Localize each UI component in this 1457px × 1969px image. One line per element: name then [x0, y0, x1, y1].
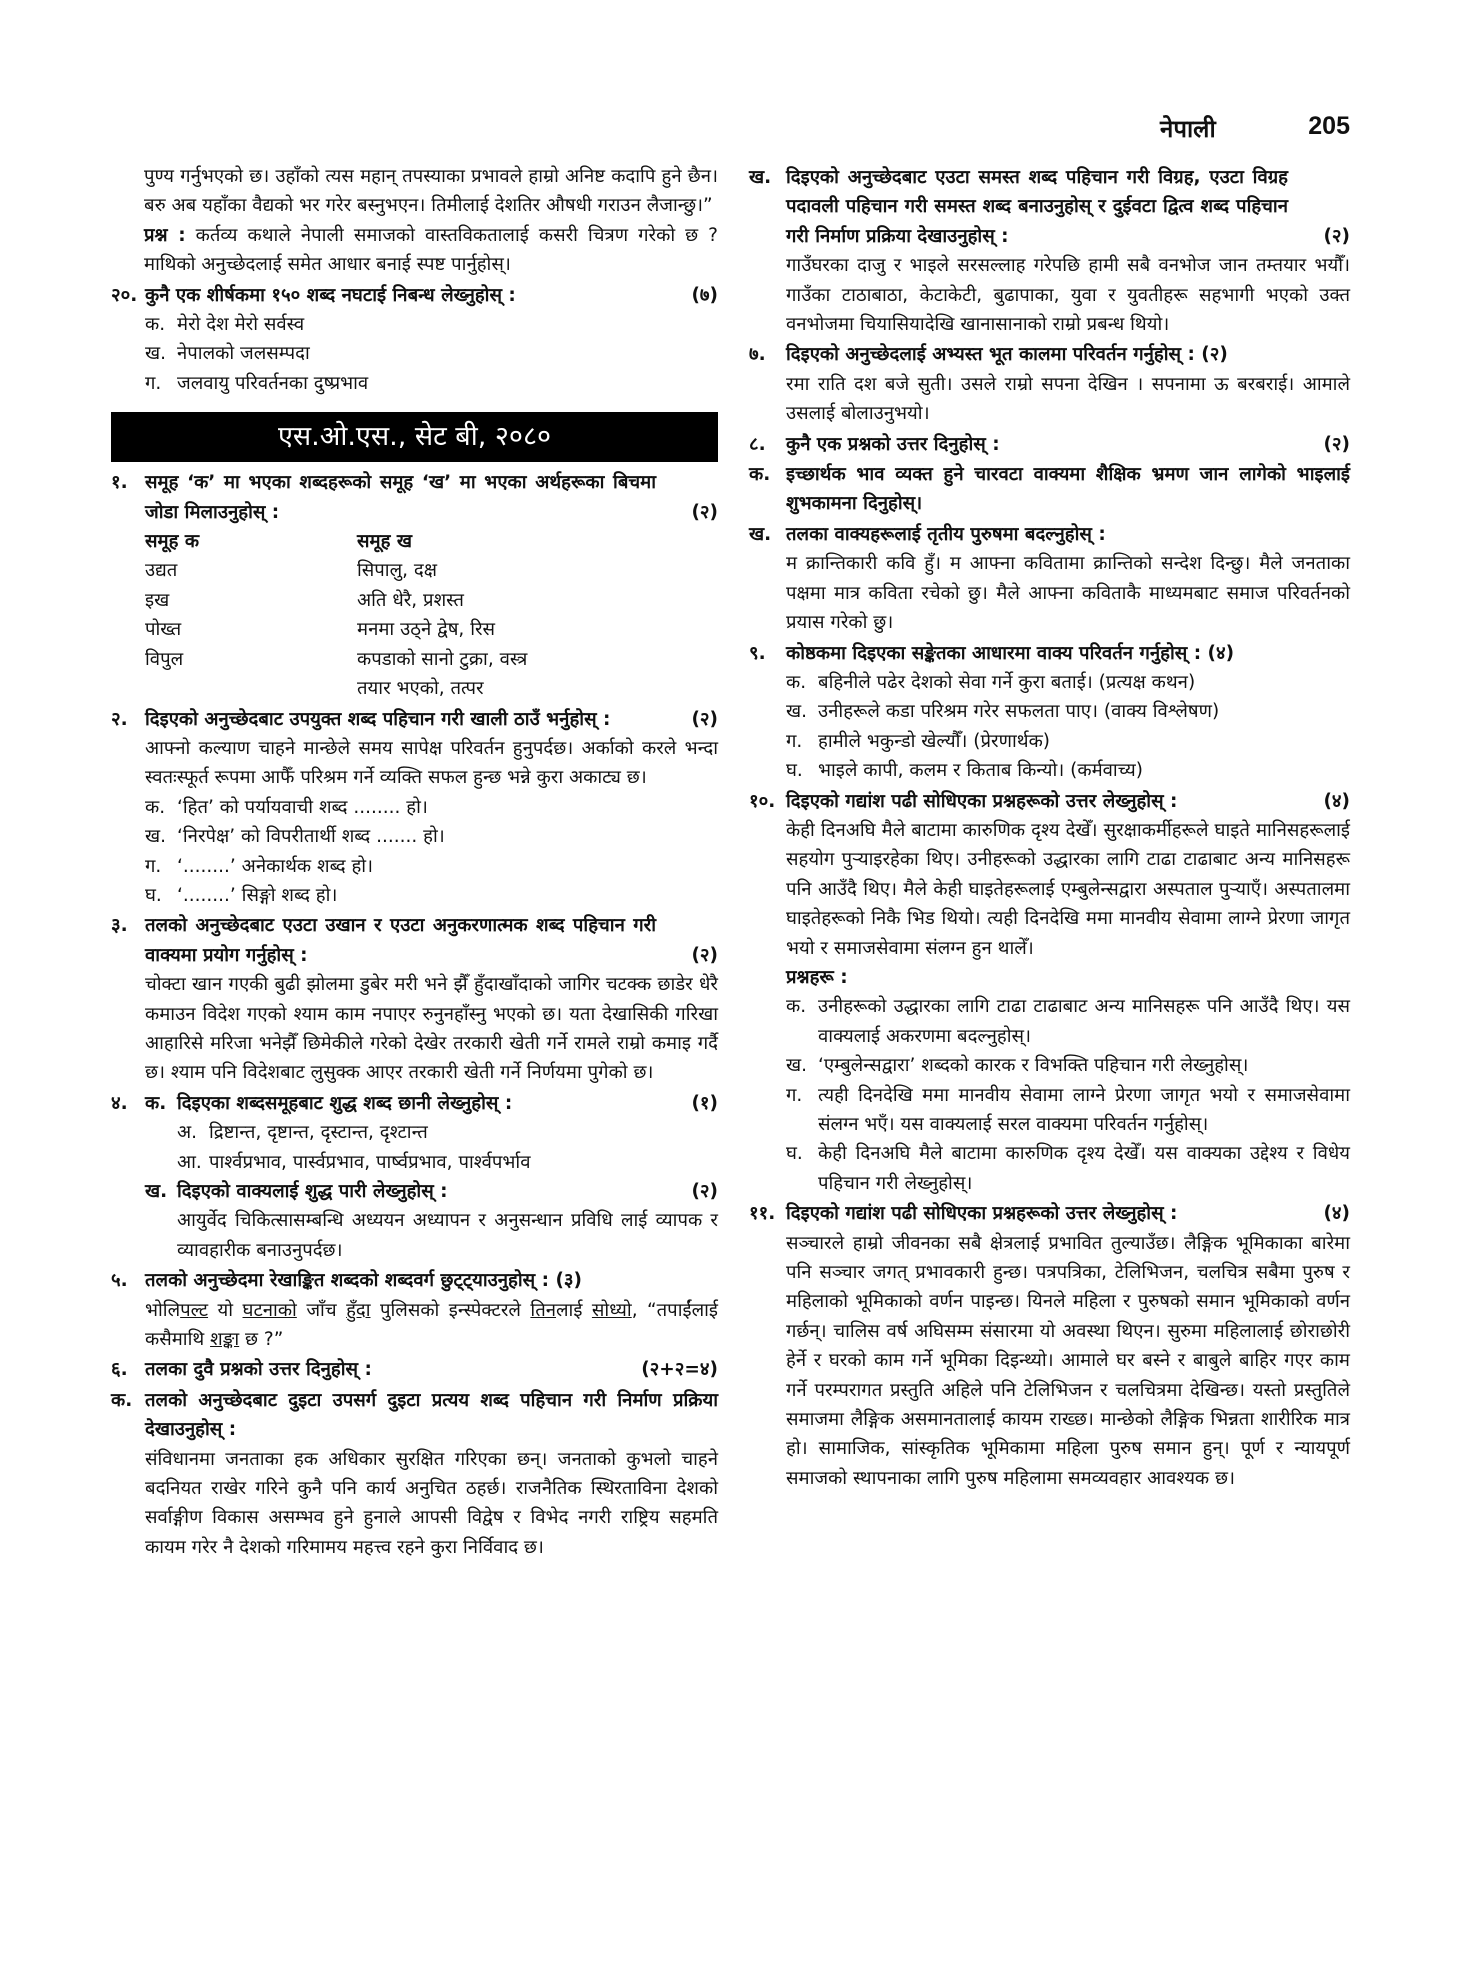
marks: (४) — [1323, 1203, 1350, 1225]
item-label: क. — [786, 996, 807, 1018]
option — [177, 1118, 718, 1147]
question-title: तलको अनुच्छेदमा रेखाङ्कित शब्दको शब्दवर्ग छुट्ट्याउनुहोस् : (३) — [145, 1270, 582, 1292]
question-20 — [111, 281, 718, 399]
item — [786, 1139, 1350, 1198]
table-row — [145, 645, 527, 674]
question-title — [145, 1355, 718, 1384]
underlined-word: पल्ट — [180, 1299, 209, 1321]
question-10 — [749, 787, 1350, 1199]
question-4 — [111, 1089, 718, 1265]
table-cell: मनमा उठ्ने द्वेष, रिस — [357, 619, 496, 641]
table-row — [145, 556, 527, 585]
question-title — [786, 1199, 1350, 1228]
item-text: ‘निरपेक्ष’ को विपरीतार्थी शब्द ....... हो। — [177, 826, 445, 848]
item-label: ख. — [145, 826, 167, 848]
question-title — [786, 787, 1350, 816]
table-cell: इख — [145, 589, 170, 611]
question-title-text: दिइएको अनुच्छेदबाट उपयुक्त शब्द पहिचान गरी खाली ठाउँ भर्नुहोस् : — [145, 708, 611, 730]
passage — [145, 1296, 718, 1355]
item-text: हामीले भकुन्डो खेल्यौँ। (प्रेरणार्थक) — [818, 730, 1051, 752]
marks: (२) — [691, 944, 718, 966]
passage: सञ्चारले हाम्रो जीवनका सबै क्षेत्रलाई प्रभावित तुल्याउँछ। लैङ्गिक भूमिकाका बारेमा पनि सञ्चार जगत् प्रभावकारी हुन्छ। पत्रपत्रिका, टेलिभिजन, चलचित्र सबैमा पुरुष र महिलाको भूमिकाको वर्णन पाइन्छ। यिनले महिला र पुरुषको समान भूमिकाको वर्णन गर्छन्। चालिस वर्ष अघिसम्म संसारमा यो अवस्था थिएन। सुरुमा महिलालाई छोराछोरी हेर्ने र घरको काम गर्ने भूमिका दिइन्थ्यो। आमाले घर बस्ने र बाबुले बाहिर गएर काम गर्ने परम्परागत प्रस्तुति अहिले पनि टेलिभिजन र चलचित्रमा देखिन्छ। यस्तो प्रस्तुतिले समाजमा लैङ्गिक असमानतालाई कायम राख्छ। मान्छेको लैङ्गिक भिन्नता शारीरिक मात्र हो। सामाजिक, सांस्कृतिक भूमिकामा महिला पुरुष समान हुन्। पूर्ण र न्यायपूर्ण समाजको स्थापनाका लागि पुरुष महिलामा समव्यवहार आवश्यक छ। — [786, 1232, 1350, 1489]
item-text: उनीहरूको उद्धारका लागि टाढा टाढाबाट अन्य मानिसहरू पनि आउँदै थिए। यस वाक्यलाई अकरणमा बदल्नुहोस्। — [818, 996, 1350, 1047]
question-8-b — [749, 520, 1350, 638]
underlined-word: सोध्यो — [591, 1299, 632, 1321]
question-8 — [749, 430, 1350, 459]
item — [786, 756, 1350, 785]
question-title: तलका वाक्यहरूलाई तृतीय पुरुषमा बदल्नुहोस् : — [786, 523, 1106, 545]
text-segment: जाँच — [296, 1299, 347, 1321]
intro-block — [111, 162, 718, 280]
passage: केही दिनअघि मैले बाटामा कारुणिक दृश्य देखेँ। सुरक्षाकर्मीहरूले घाइते मानिसहरूलाई सहयोग पुऱ्याइरहेका थिए। उनीहरूको उद्धारका लागि टाढा टाढाबाट अन्य मानिसहरू पनि आउँदै थिए। मैले केही घाइतेहरूलाई एम्बुलेन्सद्वारा अस्पताल पुऱ्याएँ। अस्पतालमा घाइतेहरूको निकै भिड थियो। त्यही दिनदेखि ममा मानवीय सेवामा लाग्ने प्रेरणा जागृत भयो र समाजसेवामा संलग्न हुन थालेँ। — [786, 819, 1350, 959]
question-number: ८. — [749, 433, 766, 455]
item-text: भाइले कापी, कलम र किताब किन्यो। (कर्मवाच्य) — [818, 760, 1143, 782]
question-title-text: दिइएको अनुच्छेदबाट एउटा समस्त शब्द पहिचान गरी विग्रह, एउटा विग्रह पदावली पहिचान गरी समस्त शब्द बनाउनुहोस् र दुईवटा द्वित्व शब्द पहिचान गरी निर्माण प्रक्रिया देखाउनुहोस् : — [786, 167, 1288, 247]
question-title: दिइएको अनुच्छेदलाई अभ्यस्त भूत कालमा परिवर्तन गर्नुहोस् : (२) — [786, 344, 1228, 366]
marks: (२) — [691, 501, 718, 523]
question-title-text: तलको अनुच्छेदबाट एउटा उखान र एउटा अनुकरणात्मक शब्द पहिचान गरी वाक्यमा प्रयोग गर्नुहोस् : — [145, 915, 656, 966]
table-cell — [145, 674, 357, 703]
sub-question-a — [145, 1089, 718, 1177]
question-6-b — [749, 163, 1350, 339]
item-label: क. — [786, 671, 807, 693]
underlined-word: तिन — [530, 1299, 557, 1321]
sub-question-label: क. — [111, 1389, 133, 1411]
question-6 — [111, 1355, 718, 1384]
questions-label: प्रश्नहरू : — [786, 966, 848, 988]
option-label: क. — [145, 314, 166, 336]
item-label: ख. — [786, 701, 808, 723]
text-segment: लाई — [556, 1299, 592, 1321]
question-number: ३. — [111, 915, 128, 937]
option-text: जलवायु परिवर्तनका दुष्प्रभाव — [177, 372, 369, 394]
sub-question-b — [145, 1177, 718, 1265]
question-paragraph — [144, 221, 718, 280]
sub-question-label: क. — [749, 464, 771, 486]
question-title — [145, 705, 718, 734]
question-8-a — [749, 460, 1350, 519]
column-header: समूह ख — [357, 531, 412, 553]
question-number: ९. — [749, 642, 766, 664]
table-row — [145, 615, 527, 644]
table-cell: कपडाको सानो टुक्रा, वस्त्र — [357, 648, 528, 670]
marks: (२+२=४) — [641, 1359, 718, 1381]
marks: (२) — [691, 1181, 718, 1202]
sub-question-label: ख. — [749, 167, 772, 188]
question-number: २. — [111, 708, 128, 730]
matching-table — [145, 527, 527, 703]
item-label: ग. — [145, 855, 162, 877]
question-number: ७. — [749, 344, 766, 366]
item — [786, 1051, 1350, 1080]
sub-question-label: क. — [145, 1092, 167, 1114]
item — [145, 793, 718, 822]
marks: (४) — [1323, 790, 1350, 812]
page-number: 205 — [1308, 112, 1350, 140]
item-label: घ. — [145, 884, 162, 906]
option-text: पार्श्वप्रभाव, पार्स्वप्रभाव, पार्ष्वप्रभाव, पार्श्वपर्भाव — [209, 1151, 531, 1173]
column-header: समूह क — [145, 531, 200, 553]
question-title — [145, 468, 718, 527]
item-text: बहिनीले पढेर देशको सेवा गर्ने कुरा बताई। (प्रत्यक्ष कथन) — [818, 671, 1196, 693]
table-cell: विपुल — [145, 648, 184, 670]
underlined-word: शङ्का — [210, 1329, 240, 1351]
item-text: केही दिनअघि मैले बाटामा कारुणिक दृश्य देखेँ। यस वाक्यका उद्देश्य र विधेय पहिचान गरी लेख्नुहोस्। — [818, 1143, 1350, 1194]
option — [177, 1148, 718, 1177]
question-title-text: दिइएको वाक्यलाई शुद्ध पारी लेख्नुहोस् : — [177, 1181, 448, 1202]
table-cell: सिपालु, दक्ष — [357, 560, 437, 582]
question-7 — [749, 340, 1350, 428]
table-cell: उद्यत — [145, 560, 178, 582]
item — [786, 1081, 1350, 1140]
question-title: तलको अनुच्छेदबाट दुइटा उपसर्ग दुइटा प्रत्यय शब्द पहिचान गरी निर्माण प्रक्रिया देखाउनुहोस् : — [145, 1389, 718, 1441]
left-column — [111, 162, 718, 1562]
item-text: ‘........’ सिङ्गो शब्द हो। — [177, 884, 338, 906]
item-label: क. — [145, 796, 166, 818]
item-label: घ. — [786, 760, 803, 782]
option-text: नेपालको जलसम्पदा — [177, 343, 310, 365]
question-number: १०. — [749, 790, 776, 812]
option — [145, 369, 718, 398]
question-9 — [749, 639, 1350, 786]
item-label: ख. — [786, 1055, 808, 1077]
item — [786, 668, 1350, 697]
page-header — [1100, 112, 1350, 152]
section-banner: एस.ओ.एस., सेट बी, २०८० — [111, 412, 718, 462]
passage: रमा राति दश बजे सुती। उसले राम्रो सपना देखिन । सपनामा ऊ बरबराई। आमाले उसलाई बोलाउनुभयो। — [786, 373, 1350, 425]
item — [786, 697, 1350, 726]
text-segment: यो — [208, 1299, 243, 1321]
underlined-word: घटनाको — [242, 1299, 297, 1321]
item-text: ‘हित’ को पर्यायवाची शब्द ........ हो। — [177, 796, 428, 818]
question-number: ११. — [749, 1203, 776, 1225]
question-number: २०. — [111, 284, 138, 306]
item-text: त्यही दिनदेखि ममा मानवीय सेवामा लाग्ने प्रेरणा जागृत भयो र समाजसेवामा संलग्न भएँ। यस वाक्यलाई सरल वाक्यमा परिवर्तन गर्नुहोस्। — [818, 1084, 1350, 1135]
option-text: मेरो देश मेरो सर्वस्व — [177, 314, 305, 336]
option-label: आ. — [177, 1151, 202, 1173]
question-6-a — [111, 1386, 718, 1562]
marks: (२) — [1323, 225, 1350, 247]
option-label: ग. — [145, 372, 162, 394]
item-text: उनीहरूले कडा परिश्रम गरेर सफलता पाए। (वाक्य विश्लेषण) — [818, 701, 1220, 723]
question-label: प्रश्न : — [144, 224, 186, 246]
subject-title: नेपाली — [1160, 115, 1216, 143]
table-header-row — [145, 527, 527, 556]
underlined-word: हुँदा — [346, 1299, 371, 1321]
table-cell: पोख्त — [145, 619, 182, 641]
question-number: १. — [111, 472, 128, 494]
question-title — [177, 1089, 718, 1118]
item-label: ग. — [786, 730, 803, 752]
marks: (१) — [691, 1092, 718, 1114]
question-3 — [111, 911, 718, 1087]
item-text: ‘........’ अनेकार्थक शब्द हो। — [177, 855, 374, 877]
question-title — [177, 1177, 718, 1206]
option-label: ख. — [145, 343, 167, 365]
item-label: घ. — [786, 1143, 803, 1165]
question-number: ५. — [111, 1270, 128, 1292]
item — [145, 822, 718, 851]
question-title — [786, 430, 1350, 459]
sentence: आयुर्वेद चिकित्सासम्बन्धि अध्ययन अध्यापन र अनुसन्धान प्रविधि लाई व्यापक र व्यावहारीक बनाउनुपर्दछ। — [177, 1210, 718, 1261]
question-title-text: दिइएको गद्यांश पढी सोधिएका प्रश्नहरूको उत्तर लेख्नुहोस् : — [786, 1203, 1178, 1225]
item — [145, 881, 718, 910]
option — [145, 310, 718, 339]
question-text: कर्तव्य कथाले नेपाली समाजको वास्तविकतालाई कसरी चित्रण गरेको छ ? माथिको अनुच्छेदलाई समेत आधार बनाई स्पष्ट पार्नुहोस्। — [144, 224, 718, 276]
question-title-text: समूह ‘क’ मा भएका शब्दहरूको समूह ‘ख’ मा भएका अर्थहरूका बिचमा जोडा मिलाउनुहोस् : — [145, 472, 656, 523]
question-title-text: तलका दुवै प्रश्नको उत्तर दिनुहोस् : — [145, 1359, 372, 1381]
passage: संविधानमा जनताका हक अधिकार सुरक्षित गरिएका छन्। जनताको कुभलो चाहने बदनियत राखेर गरिने कुनै पनि कार्य अनुचित ठहर्छ। राजनैतिक स्थिरताविना देशको सर्वाङ्गीण विकास असम्भव हुने हुनाले आपसी विद्वेष र विभेद नगरी राष्ट्रिय सहमति कायम गरेर नै देशको गरिमामय महत्त्व रहने कुरा निर्विवाद छ। — [145, 1448, 718, 1558]
passage: चोक्टा खान गएकी बुढी झोलमा डुबेर मरी भने झैँ हुँदाखाँदाको जागिर चटक्क छाडेर धेरै कमाउन विदेश गएको श्याम काम नपाएर रुनुनहाँस्नु भएको छ। यता देखासिकी गरिखा आहारिसे मरिजा भनेझैँ छिमेकीले गरेको देखेर तरकारी खेती गर्ने रामले राम्रो कमाइ गर्दै छ। श्याम पनि विदेशबाट लुसुक्क आएर तरकारी खेती गर्ने निर्णयमा पुगेको छ। — [145, 974, 718, 1084]
sub-question-label: ख. — [749, 523, 772, 545]
question-title: कोष्ठकमा दिइएका सङ्केतका आधारमा वाक्य परिवर्तन गर्नुहोस् : (४) — [786, 642, 1235, 664]
item — [786, 992, 1350, 1051]
question-2 — [111, 705, 718, 911]
question-1 — [111, 468, 718, 703]
item-label: ग. — [786, 1084, 803, 1106]
passage: म क्रान्तिकारी कवि हुँ। म आफ्ना कवितामा क्रान्तिको सन्देश दिन्छु। मैले जनताका पक्षमा मात्र कविता रचेको छु। मैले आफ्ना कविताकै माध्यमबाट समाज परिवर्तनको प्रयास गरेको छु। — [786, 553, 1350, 634]
table-row — [145, 674, 527, 703]
text-segment: पुलिसको इन्स्पेक्टरले — [370, 1299, 531, 1321]
question-number: ६. — [111, 1359, 128, 1381]
table-row — [145, 586, 527, 615]
text-segment: , “तपाईंलाई कसैमाथि — [145, 1299, 718, 1351]
marks: (२) — [691, 708, 718, 730]
question-5 — [111, 1266, 718, 1354]
question-number: ४. — [111, 1092, 128, 1114]
right-column — [749, 162, 1350, 1493]
item — [145, 852, 718, 881]
question-title — [786, 163, 1350, 251]
option-text: द्रिष्टान्त, दृष्टान्त, दृस्टान्त, दृश्टान्त — [209, 1122, 428, 1144]
question-title-text: कुनै एक शीर्षकमा १५० शब्द नघटाई निबन्ध लेख्नुहोस् : — [145, 284, 516, 306]
question-title: इच्छार्थक भाव व्यक्त हुने चारवटा वाक्यमा शैक्षिक भ्रमण जान लागेको भाइलाई शुभकामना दिनुहोस्। — [786, 464, 1350, 515]
passage: गाउँघरका दाजु र भाइले सरसल्लाह गरेपछि हामी सबै वनभोज जान तम्तयार भयौँ। गाउँका टाठाबाठा, केटाकेटी, बुढापाका, युवा र युवतीहरू सहभागी भएको उक्त वनभोजमा चियासियादेखि खानासानाको राम्रो प्रबन्ध थियो। — [786, 255, 1350, 336]
option-label: अ. — [177, 1122, 198, 1144]
table-cell: अति धेरै, प्रशस्त — [357, 589, 464, 611]
question-title-text: दिइएका शब्दसमूहबाट शुद्ध शब्द छानी लेख्नुहोस् : — [177, 1092, 513, 1114]
item — [786, 727, 1350, 756]
passage: आफ्नो कल्याण चाहने मान्छेले समय सापेक्ष परिवर्तन हुनुपर्दछ। अर्काको करले भन्दा स्वतःस्फूर्त रूपमा आफैँ परिश्रम गर्ने व्यक्ति सफल हुन्छ भन्ने कुरा अकाट्य छ। — [145, 737, 718, 789]
marks: (२) — [1323, 433, 1350, 455]
intro-paragraph: पुण्य गर्नुभएको छ। उहाँको त्यस महान् तपस्याका प्रभावले हाम्रो अनिष्ट कदापि हुने छैन। बरु अब यहाँका वैद्यको भर गरेर बस्नुभएन। तिमीलाई देशतिर औषधी गराउन लैजान्छु।” — [144, 166, 718, 217]
text-segment: छ ?” — [239, 1329, 284, 1351]
sub-question-label: ख. — [145, 1181, 168, 1202]
table-cell: तयार भएको, तत्पर — [357, 678, 484, 700]
question-title — [145, 281, 718, 310]
question-title-text: कुनै एक प्रश्नको उत्तर दिनुहोस् : — [786, 433, 1000, 455]
option — [145, 339, 718, 368]
marks: (७) — [691, 284, 718, 306]
question-title — [145, 911, 718, 970]
question-title-text: दिइएको गद्यांश पढी सोधिएका प्रश्नहरूको उत्तर लेख्नुहोस् : — [786, 790, 1178, 812]
question-11 — [749, 1199, 1350, 1493]
text-segment: भोलि — [145, 1299, 181, 1321]
item-text: ‘एम्बुलेन्सद्वारा’ शब्दको कारक र विभक्ति पहिचान गरी लेख्नुहोस्। — [818, 1055, 1249, 1077]
